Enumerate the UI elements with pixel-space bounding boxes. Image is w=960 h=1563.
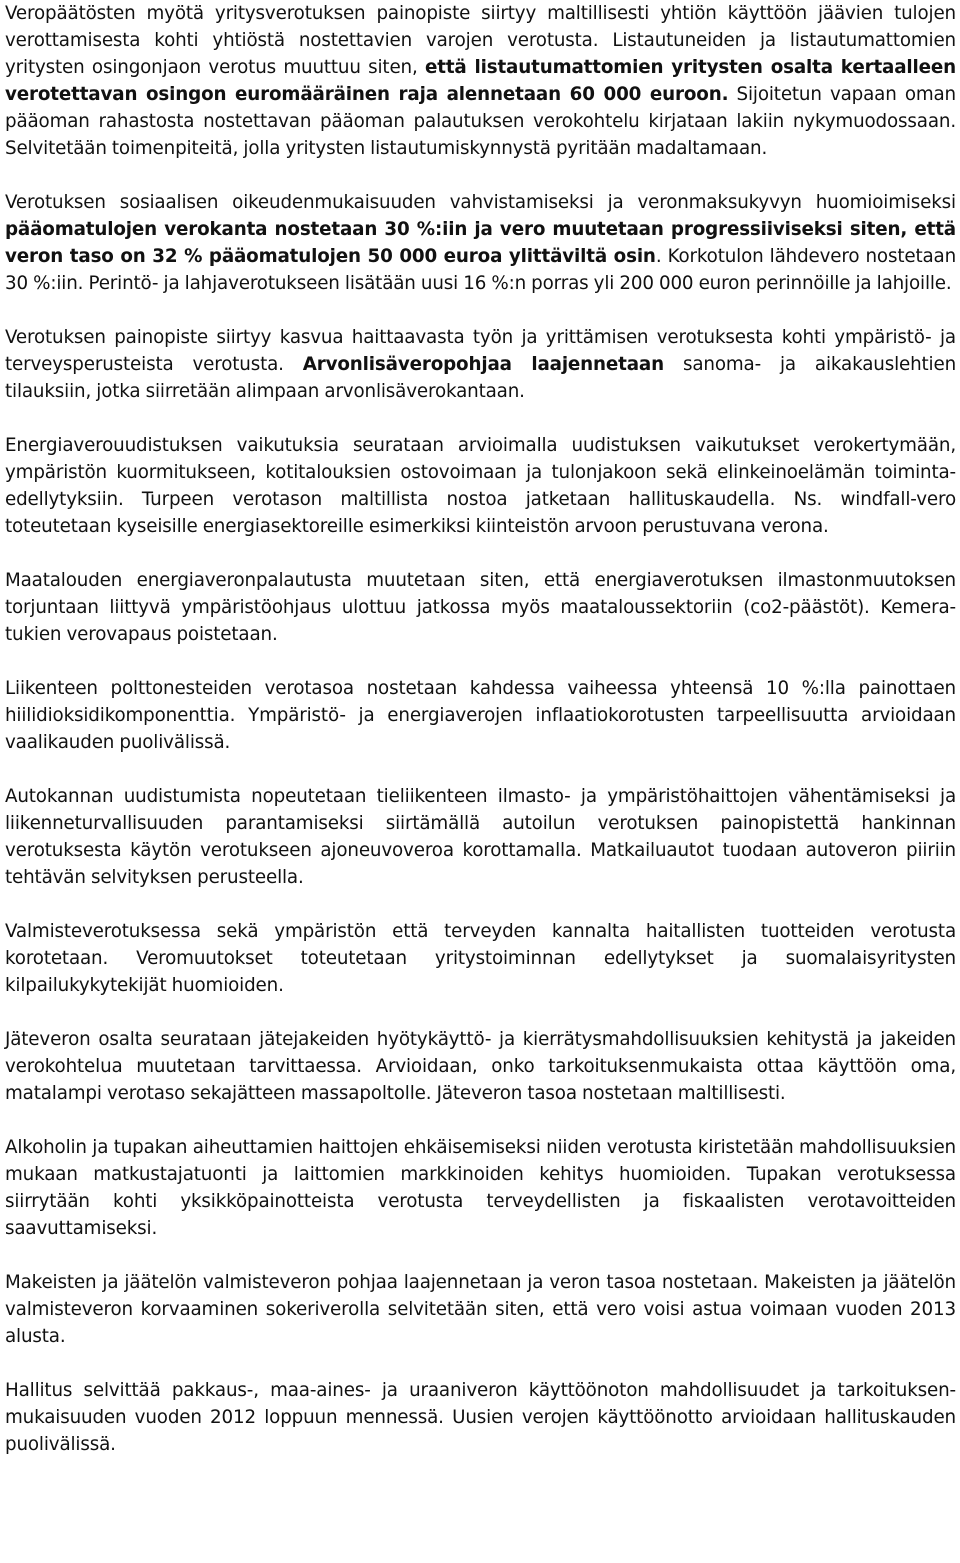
text-segment: Hallitus selvittää pakkaus-, maa-aines- ja uraaniveron käyttöönoton mahdollisuudet ja tarkoituksen- mukaisuuden vuoden 2012 loppuun mennessä. Uusien verojen käyttöönotto arvioidaan hallituskauden puolivälissä. — [5, 1380, 956, 1455]
paragraph-agriculture-energy — [5, 567, 956, 648]
paragraph-energy-tax — [5, 432, 956, 540]
text-segment: Verotuksen painopiste siirtyy kasvua haittaavasta työn ja yrittämisen verotuksesta kohti ympäristö- ja terveysperusteista verotusta. — [5, 327, 956, 375]
text-segment: Alkoholin ja tupakan aiheuttamien haittojen ehkäisemiseksi niiden verotusta kiristetään mahdollisuuksien mukaan matkustajatuonti ja laittomien markkinoiden kehitys huomioiden. Tupakan verotuksessa siirrytään kohti yksikköpainotteista verotusta terveydellisten ja fiskaalisten verotavoitteiden saavuttamiseksi. — [5, 1137, 956, 1239]
paragraph-vat-base — [5, 324, 956, 405]
paragraph-confectionery-tax — [5, 1269, 956, 1350]
text-segment: Liikenteen polttonesteiden verotasoa nostetaan kahdessa vaiheessa yhteensä 10 %:lla painottaen hiilidioksidikomponenttia. Ympäristö- ja energiaverojen inflaatiokorotusten tarpeellisuutta arvioidaan vaalikauden puolivälissä. — [5, 678, 956, 753]
paragraph-corporate-taxation — [5, 0, 956, 162]
paragraph-fuel-tax — [5, 675, 956, 756]
paragraph-new-taxes — [5, 1377, 956, 1458]
text-segment: Verotuksen sosiaalisen oikeudenmukaisuuden vahvistamiseksi ja veronmaksukyvyn huomioimiseksi — [5, 192, 956, 213]
text-segment: Veropäätösten myötä yritysverotuksen painopiste siirtyy maltillisesti yhtiön käyttöön jäävien tulojen verottamisesta kohti yhtiöstä nostettavien varojen verotusta. Listautuneiden ja listautumattomien yritysten osingonjaon verotus muuttuu siten, — [5, 3, 956, 78]
bold-segment: että listautumattomien yritysten osalta kertaalleen verotettavan osingon euromääräinen raja alennetaan 60 000 euroon. — [5, 57, 956, 105]
text-segment: Valmisteverotuksessa sekä ympäristön että terveyden kannalta haitallisten tuotteiden verotusta korotetaan. Veromuutokset toteutetaan yritystoiminnan edellytykset ja suomalaisyritysten kilpailukykytekijät huomioiden. — [5, 921, 956, 996]
paragraph-excise-tax — [5, 918, 956, 999]
paragraph-car-tax — [5, 783, 956, 891]
text-segment: Energiaverouudistuksen vaikutuksia seurataan arvioimalla uudistuksen vaikutukset verokertymään, ympäristön kuormitukseen, kotitalouksien ostovoimaan ja tulonjakoon sekä elinkeinoelämän toiminta- edellytyksiin. Turpeen verotason maltillista nostoa jatketaan hallituskaudella. Ns. windfall-vero toteutetaan kyseisille energiasektoreille esimerkiksi kiinteistön arvoon perustuvana verona. — [5, 435, 956, 537]
text-segment: . Korkotulon lähdevero nostetaan 30 %:iin. Perintö- ja lahjaverotukseen lisätään uusi 16 %:n porras yli 200 000 euron perinnöille ja lahjoille. — [5, 246, 957, 294]
paragraph-alcohol-tobacco — [5, 1134, 956, 1242]
text-segment: Sijoitetun vapaan oman pääoman rahastosta nostettavan pääoman palautuksen verokohtelu kirjataan lakiin nykymuodossaan. Selvitetään toimenpiteitä, jolla yritysten listautumiskynnystä pyritään madaltamaan. — [5, 84, 956, 159]
paragraph-capital-income-tax — [5, 189, 956, 297]
bold-segment: Arvonlisäveropohjaa laajennetaan — [302, 354, 664, 375]
text-segment: Autokannan uudistumista nopeutetaan tieliikenteen ilmasto- ja ympäristöhaittojen vähentämiseksi ja liikenneturvallisuuden parantamiseksi siirtämällä autoilun verotuksen painopistettä hankinnan verotuksesta käytön verotukseen ajoneuvoveroa korottamalla. Matkailuautot tuodaan autoveron piiriin tehtävän selvityksen perusteella. — [5, 786, 956, 888]
paragraph-waste-tax — [5, 1026, 956, 1107]
text-segment: Jäteveron osalta seurataan jätejakeiden hyötykäyttö- ja kierrätysmahdollisuuksien kehitystä ja jakeiden verokohtelua muutetaan tarvittaessa. Arvioidaan, onko tarkoituksenmukaista ottaa käyttöön oma, matalampi verotaso sekajätteen massapoltolle. Jäteveron tasoa nostetaan maltillisesti. — [5, 1029, 956, 1104]
bold-segment: pääomatulojen verokanta nostetaan 30 %:iin ja vero muutetaan progressiiviseksi siten, että veron taso on 32 % pääomatulojen 50 000 euroa ylittäviltä osin — [5, 219, 956, 267]
text-segment: Makeisten ja jäätelön valmisteveron pohjaa laajennetaan ja veron tasoa nostetaan. Makeisten ja jäätelön valmisteveron korvaaminen sokeriverolla selvitetään siten, että vero voisi astua voimaan vuoden 2013 alusta. — [5, 1272, 956, 1347]
text-segment: Maatalouden energiaveronpalautusta muutetaan siten, että energiaverotuksen ilmastonmuutoksen torjuntaan liittyvä ympäristöohjaus ulottuu jatkossa myös maataloussektoriin (co2-päästöt). Kemera- tukien verovapaus poistetaan. — [5, 570, 956, 645]
text-segment: sanoma- ja aikakauslehtien tilauksiin, jotka siirretään alimpaan arvonlisäverokantaan. — [5, 354, 957, 402]
